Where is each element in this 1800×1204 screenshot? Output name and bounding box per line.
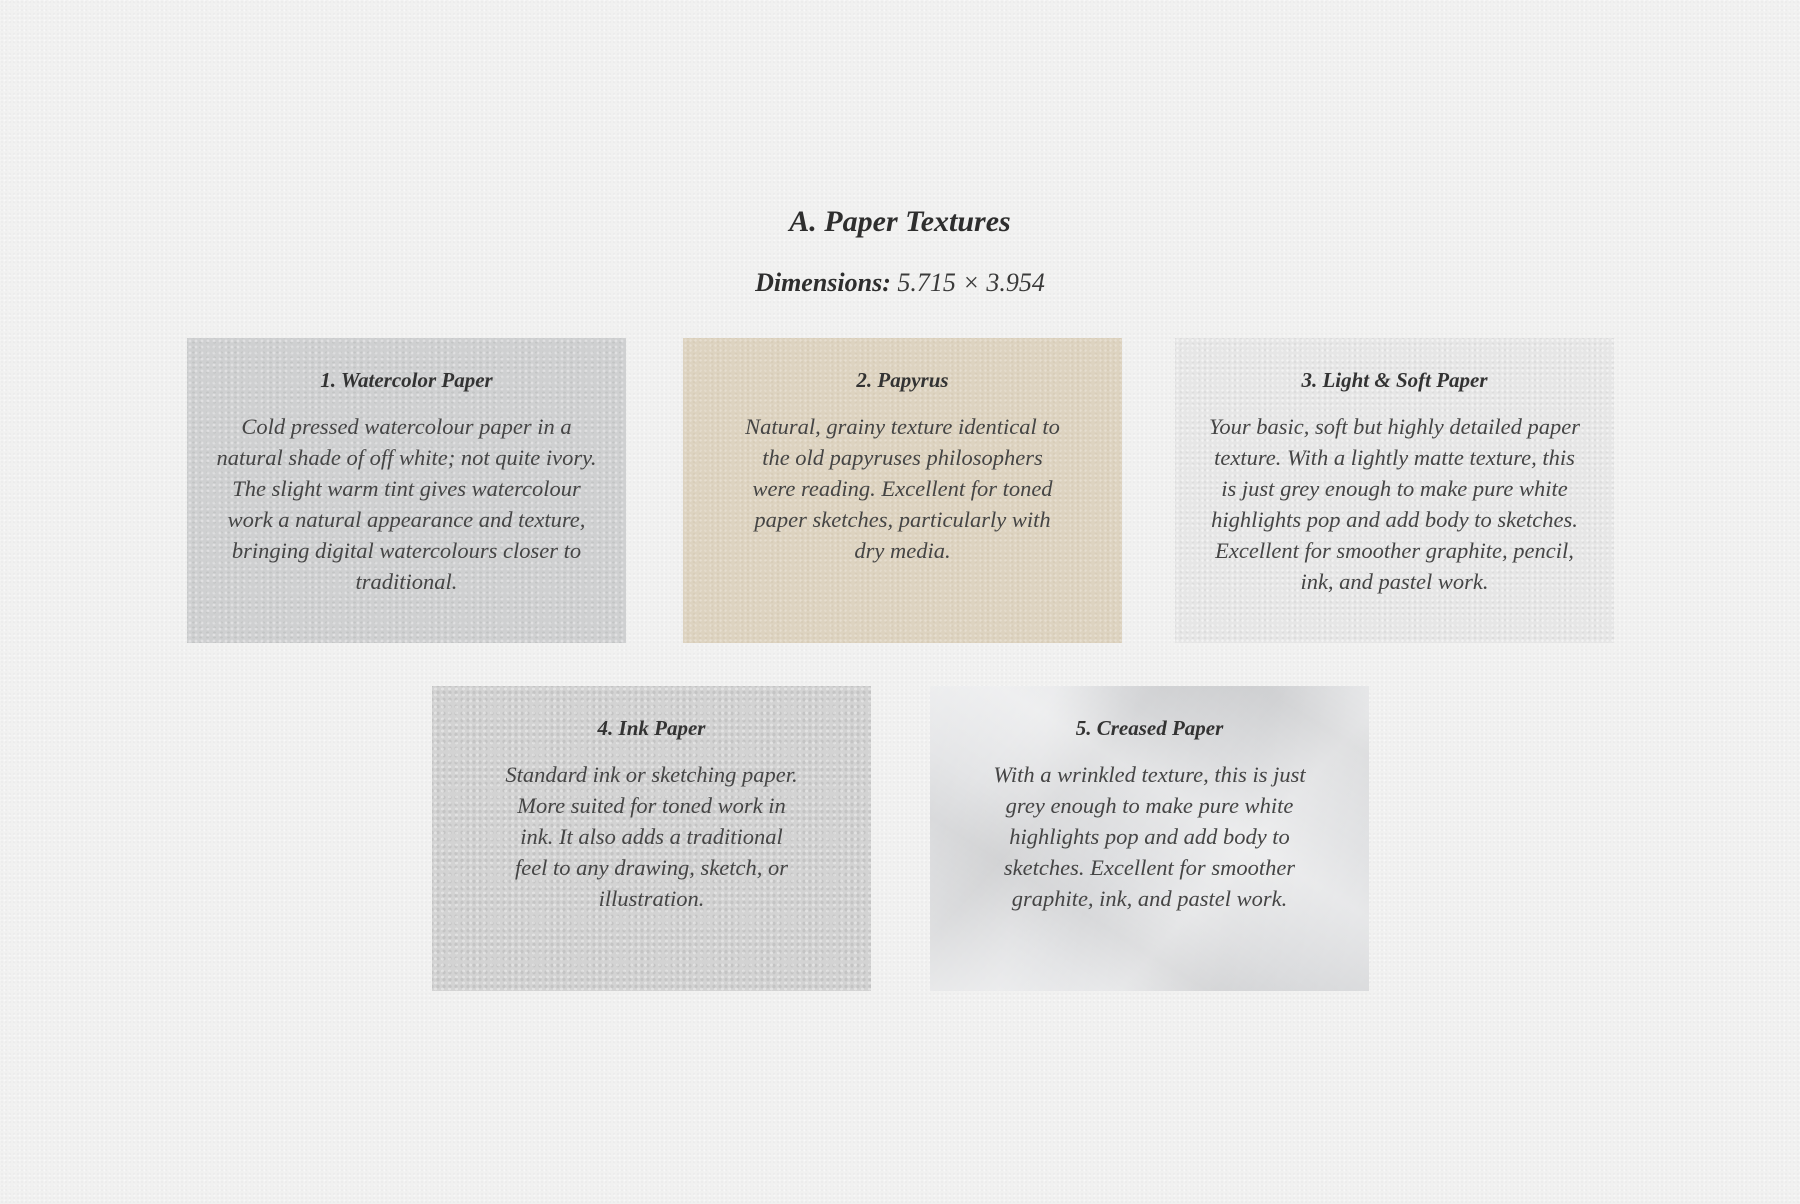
card-description: Your basic, soft but highly detailed paper texture. With a lightly matte texture, this is just grey enough to make pure white highlights pop and add body to sketches. Excellent for smoother graphite, pencil, ink, and pastel work. <box>1208 414 1581 594</box>
card-papyrus <box>683 338 1122 643</box>
card-title: 5. Creased Paper <box>1075 716 1224 740</box>
card-light-soft-paper <box>1175 338 1614 643</box>
card-description: Natural, grainy texture identical to the old papyruses philosophers were reading. Excellent for toned paper sketches, particularly with dry media. <box>745 414 1060 563</box>
card-description: Standard ink or sketching paper. More suited for toned work in ink. It also adds a traditional feel to any drawing, sketch, or illustration. <box>505 762 798 911</box>
card-title: 3. Light & Soft Paper <box>1301 368 1488 392</box>
card-description: With a wrinkled texture, this is just grey enough to make pure white highlights pop and add body to sketches. Excellent for smoother graphite, ink, and pastel work. <box>993 762 1306 911</box>
page-title: A. Paper Textures <box>789 205 1011 238</box>
card-title: 2. Papyrus <box>856 368 949 392</box>
card-watercolor-paper <box>187 338 626 643</box>
card-description: Cold pressed watercolour paper in a natural shade of off white; not quite ivory. The slight warm tint gives watercolour work a natural appearance and texture, bringing digital watercolours closer to traditional. <box>216 414 597 594</box>
dimensions-label: Dimensions: <box>755 268 891 297</box>
card-ink-paper <box>432 686 871 991</box>
dimensions-line <box>0 268 1800 298</box>
card-title: 1. Watercolor Paper <box>320 368 493 392</box>
dimensions-value: 5.715 × 3.954 <box>897 268 1045 297</box>
card-title: 4. Ink Paper <box>597 716 706 740</box>
card-creased-paper <box>930 686 1369 991</box>
